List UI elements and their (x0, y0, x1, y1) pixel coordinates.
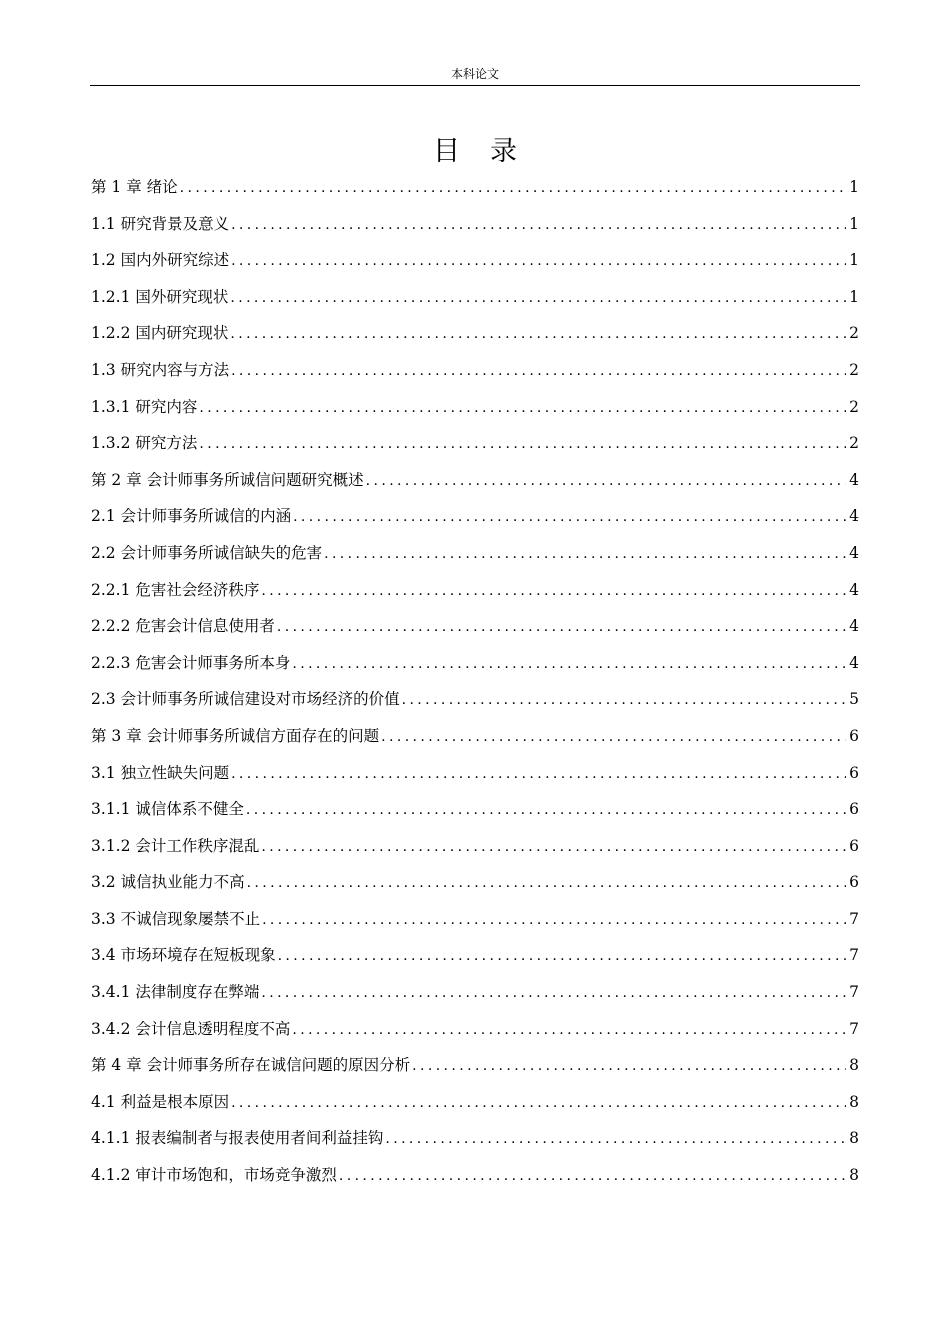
toc-entry-page-number: 1 (849, 287, 859, 306)
toc-dot-leader (324, 537, 846, 571)
toc-dot-leader (402, 683, 846, 717)
toc-dot-leader (277, 610, 846, 644)
toc-entry-page-number: 6 (849, 873, 859, 892)
toc-dot-leader (180, 171, 846, 205)
toc-dot-leader (246, 793, 846, 827)
toc-entry-label: 2.1 会计师事务所诚信的内涵 (91, 507, 292, 526)
toc-dot-leader (261, 574, 846, 608)
toc-dot-leader (261, 976, 846, 1010)
toc-entry-page-number: 1 (849, 178, 859, 196)
toc-entry[interactable] (91, 865, 859, 902)
toc-entry-label: 1.3 研究内容与方法 (91, 360, 230, 379)
toc-entry-label: 3.1.2 会计工作秩序混乱 (91, 836, 260, 855)
toc-entry-label: 1.1 研究背景及意义 (91, 214, 230, 233)
toc-dot-leader (231, 757, 846, 791)
toc-entry-page-number: 4 (849, 543, 859, 562)
toc-entry-label: 3.4.1 法律制度存在弊端 (91, 983, 260, 1002)
toc-entry-page-number: 2 (849, 324, 859, 343)
toc-entry[interactable] (91, 573, 859, 610)
toc-entry-label: 3.2 诚信执业能力不高 (91, 873, 245, 892)
toc-title: 目录 (433, 136, 547, 167)
running-header: 本科论文 (450, 67, 499, 81)
toc-dot-leader (366, 464, 846, 498)
toc-entry[interactable] (91, 682, 859, 719)
toc-dot-leader (385, 1122, 846, 1156)
toc-entry-page-number: 2 (849, 397, 859, 416)
toc-entry[interactable] (91, 719, 859, 756)
toc-dot-leader (247, 866, 846, 900)
toc-entry[interactable] (91, 938, 859, 975)
toc-entry[interactable] (91, 902, 859, 939)
toc-entry-page-number: 7 (849, 946, 859, 965)
toc-dot-leader (231, 1086, 846, 1120)
toc-entry-label: 2.2.2 危害会计信息使用者 (91, 617, 275, 636)
toc-entry-label: 4.1.2 审计市场饱和，市场竞争激烈 (91, 1166, 337, 1185)
toc-entry-page-number: 8 (849, 1166, 859, 1185)
toc-dot-leader (231, 244, 846, 278)
toc-entry[interactable] (91, 1048, 859, 1085)
toc-entry-page-number: 7 (849, 983, 859, 1002)
toc-entry-label: 3.3 不诚信现象屡禁不止 (91, 909, 261, 928)
toc-dot-leader (292, 1013, 846, 1047)
toc-entry[interactable] (91, 353, 859, 390)
header-rule (90, 85, 860, 86)
toc-entry-label: 3.4 市场环境存在短板现象 (91, 946, 276, 965)
toc-entry-label: 3.4.2 会计信息透明程度不高 (91, 1019, 291, 1038)
toc-entry-page-number: 4 (849, 653, 859, 672)
toc-entry-page-number: 4 (849, 470, 859, 489)
toc-entry-label: 3.1 独立性缺失问题 (91, 763, 230, 782)
toc-entry[interactable] (91, 609, 859, 646)
toc-entry[interactable] (91, 536, 859, 573)
toc-entry[interactable] (91, 829, 859, 866)
toc-dot-leader (230, 281, 846, 315)
toc-entry-label: 2.2.3 危害会计师事务所本身 (91, 653, 291, 672)
toc-entry-page-number: 6 (849, 763, 859, 782)
toc-entry[interactable] (91, 1085, 859, 1122)
toc-entry[interactable] (91, 316, 859, 353)
toc-entry-label: 第 4 章 会计师事务所存在诚信问题的原因分析 (91, 1056, 411, 1075)
toc-dot-leader (293, 500, 846, 534)
toc-dot-leader (231, 208, 846, 242)
toc-entry[interactable] (91, 463, 859, 500)
toc-entry-label: 2.2.1 危害社会经济秩序 (91, 580, 260, 599)
toc-entry-label: 1.3.1 研究内容 (91, 397, 198, 416)
toc-entry[interactable] (91, 756, 859, 793)
toc-entry-label: 2.2 会计师事务所诚信缺失的危害 (91, 543, 323, 562)
toc-entry[interactable] (91, 243, 859, 280)
toc-entry-page-number: 4 (849, 507, 859, 526)
toc-entry-page-number: 8 (849, 1056, 859, 1075)
toc-entry-page-number: 4 (849, 580, 859, 599)
toc-entry[interactable] (91, 792, 859, 829)
toc-entry[interactable] (91, 646, 859, 683)
toc-dot-leader (231, 354, 846, 388)
toc-entry-page-number: 4 (849, 617, 859, 636)
toc-dot-leader (292, 647, 846, 681)
toc-entry-label: 1.2.1 国外研究现状 (91, 287, 229, 306)
toc-dot-leader (339, 1159, 846, 1193)
toc-entry[interactable] (91, 499, 859, 536)
toc-entry-page-number: 6 (849, 800, 859, 819)
toc-dot-leader (381, 720, 846, 754)
toc-entry[interactable] (91, 170, 859, 207)
toc-entry-label: 4.1 利益是根本原因 (91, 1092, 230, 1111)
toc-entry-label: 第 3 章 会计师事务所诚信方面存在的问题 (91, 726, 380, 745)
toc-entry[interactable] (91, 426, 859, 463)
toc-dot-leader (262, 903, 846, 937)
toc-dot-leader (230, 317, 846, 351)
toc-entry-page-number: 2 (849, 360, 859, 379)
toc-entry-label: 4.1.1 报表编制者与报表使用者间利益挂钩 (91, 1129, 384, 1148)
toc-entry-page-number: 6 (849, 726, 859, 745)
toc-entry[interactable] (91, 207, 859, 244)
toc-entry-label: 2.3 会计师事务所诚信建设对市场经济的价值 (91, 690, 400, 709)
toc-entry-page-number: 7 (849, 909, 859, 928)
toc-entry-page-number: 2 (849, 434, 859, 453)
toc-dot-leader (199, 427, 846, 461)
toc-entry[interactable] (91, 280, 859, 317)
toc-entry-page-number: 6 (849, 836, 859, 855)
toc-entry-page-number: 1 (849, 251, 859, 270)
toc-dot-leader (278, 939, 846, 973)
toc-entry[interactable] (91, 1121, 859, 1158)
toc-entry-page-number: 5 (849, 690, 859, 709)
toc-entry-page-number: 7 (849, 1019, 859, 1038)
toc-entry[interactable] (91, 1012, 859, 1049)
toc-list (91, 170, 859, 1195)
toc-dot-leader (261, 830, 846, 864)
toc-entry[interactable] (91, 975, 859, 1012)
toc-entry-page-number: 8 (849, 1092, 859, 1111)
toc-entry-page-number: 1 (849, 214, 859, 233)
toc-entry-label: 第 2 章 会计师事务所诚信问题研究概述 (91, 470, 364, 489)
toc-entry-label: 第 1 章 绪论 (91, 178, 178, 196)
toc-entry[interactable] (91, 1158, 859, 1195)
toc-dot-leader (199, 391, 846, 425)
toc-entry-label: 1.2 国内外研究综述 (91, 251, 230, 270)
toc-entry-page-number: 8 (849, 1129, 859, 1148)
toc-entry[interactable] (91, 390, 859, 427)
toc-dot-leader (412, 1049, 846, 1083)
toc-entry-label: 1.3.2 研究方法 (91, 434, 198, 453)
toc-entry-label: 3.1.1 诚信体系不健全 (91, 800, 244, 819)
toc-entry-label: 1.2.2 国内研究现状 (91, 324, 229, 343)
